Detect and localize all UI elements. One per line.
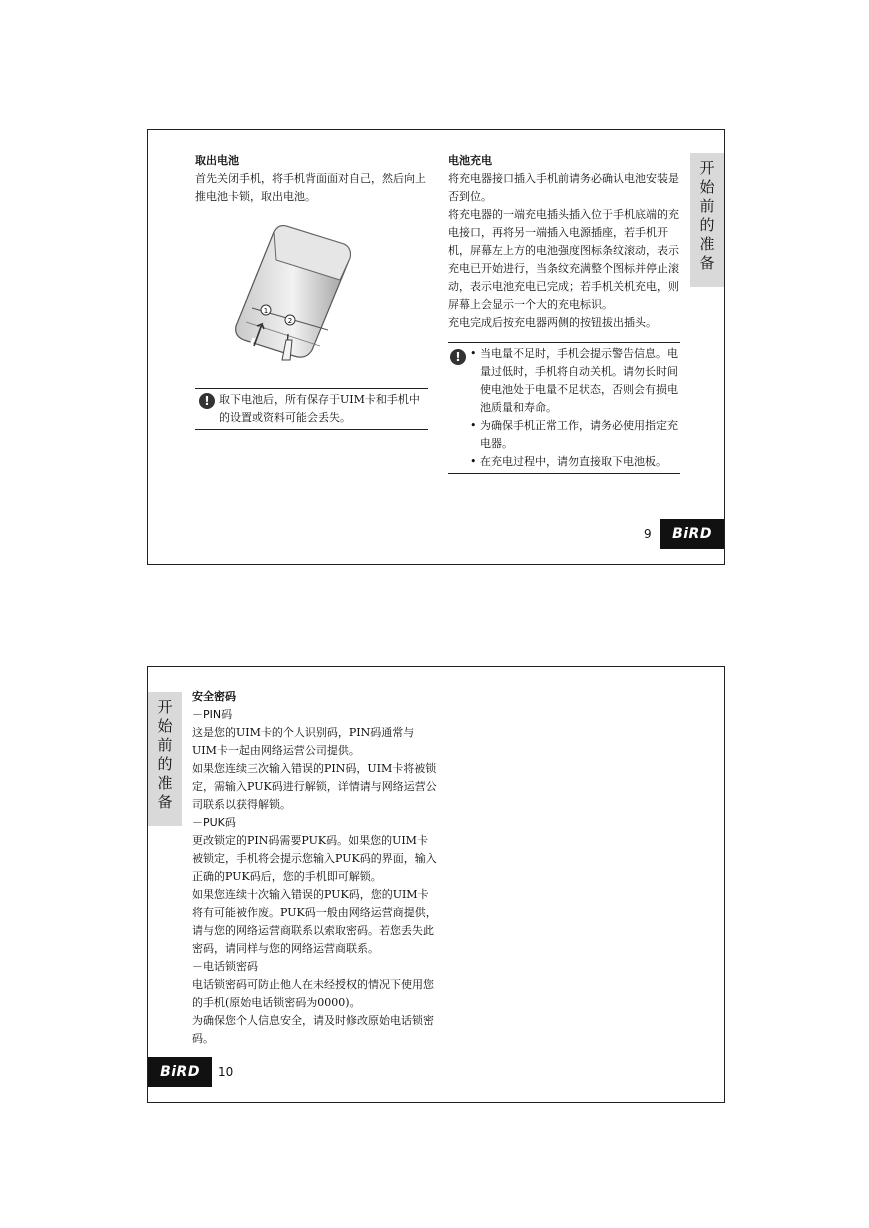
phone-lock-heading: －电话锁密码	[192, 960, 258, 973]
charging-notice-item: • 当电量不足时，手机会提示警告信息。电量过低时，手机将自动关机。请勿长时间使电池处于电量不足状态，否则会有损电池质量和寿命。	[470, 345, 680, 417]
side-tab-char: 的	[699, 216, 715, 234]
security-codes-title: 安全密码	[192, 690, 236, 703]
side-tab-char: 前	[157, 736, 173, 754]
security-codes-section	[192, 688, 438, 1048]
chapter-side-tab	[690, 153, 724, 287]
side-tab-char: 备	[157, 793, 173, 811]
pin-paragraph-2: 如果您连续三次输入错误的PIN码，UIM卡将被锁定，需输入PUK码进行解锁，详情请与网络运营公司联系以获得解锁。	[192, 762, 437, 811]
side-tab-char: 准	[157, 774, 173, 792]
battery-charging-heading: 电池充电	[448, 154, 492, 167]
battery-removal-notice-text: 取下电池后，所有保存于UIM卡和手机中的设置或资料可能会丢失。	[219, 393, 420, 424]
charging-paragraph-2: 将充电器的一端充电插头插入位于手机底端的充电接口，再将另一端插入电源插座，若手机开机，屏幕左上方的电池强度图标条纹滚动，表示充电已开始进行，当条纹充满整个图标并停止滚动，表示电池充电已完成；若手机关机充电，则屏幕上会显示一个大的充电标识。	[448, 208, 679, 311]
remove-battery-heading: 取出电池	[195, 154, 239, 167]
phone-battery-removal-illustration	[224, 222, 354, 362]
brand-logo: BiRD	[148, 1057, 212, 1087]
side-tab-char: 前	[699, 197, 715, 215]
side-tab-char: 准	[699, 235, 715, 253]
brand-logo: BiRD	[660, 519, 724, 549]
charging-notice	[448, 342, 680, 474]
manual-page-10	[147, 666, 725, 1103]
remove-battery-section	[195, 152, 433, 206]
side-tab-char: 开	[157, 698, 173, 716]
charging-notice-list	[470, 345, 680, 471]
manual-page-9	[147, 129, 725, 565]
side-tab-char: 备	[699, 254, 715, 272]
phone-lock-paragraph-1: 电话锁密码可防止他人在未经授权的情况下使用您的手机(原始电话锁密码为0000)。	[192, 978, 434, 1009]
warning-icon: !	[199, 393, 215, 409]
remove-battery-text: 首先关闭手机，将手机背面面对自己，然后向上推电池卡锁，取出电池。	[195, 172, 426, 203]
charging-paragraph-1: 将充电器接口插入手机前请务必确认电池安装是否到位。	[448, 172, 679, 203]
page-number: 10	[218, 1065, 234, 1079]
side-tab-char: 始	[699, 178, 715, 196]
puk-paragraph-2: 如果您连续十次输入错误的PUK码，您的UIM卡将有可能被作废。PUK码一般由网络运营商提供，请与您的网络运营商联系以索取密码。若您丢失此密码，请同样与您的网络运营商联系。	[192, 888, 437, 955]
side-tab-char: 始	[157, 717, 173, 735]
puk-paragraph-1: 更改锁定的PIN码需要PUK码。如果您的UIM卡被锁定，手机将会提示您输入PUK码的界面，输入正确的PUK码后，您的手机即可解锁。	[192, 834, 437, 883]
phone-lock-paragraph-2: 为确保您个人信息安全，请及时修改原始电话锁密码。	[192, 1014, 434, 1045]
battery-charging-section	[448, 152, 686, 332]
callout-1-label: 1	[263, 307, 269, 315]
pin-paragraph-1: 这是您的UIM卡的个人识别码，PIN码通常与UIM卡一起由网络运营公司提供。	[192, 726, 415, 757]
side-tab-char: 的	[157, 755, 173, 773]
pin-heading: －PIN码	[192, 708, 233, 721]
battery-removal-notice	[195, 388, 428, 430]
chapter-side-tab	[148, 692, 182, 826]
warning-icon: !	[450, 349, 466, 365]
puk-heading: －PUK码	[192, 816, 236, 829]
callout-2-label: 2	[287, 317, 293, 325]
charging-notice-item: • 在充电过程中，请勿直接取下电池板。	[470, 453, 680, 471]
charging-paragraph-3: 充电完成后按充电器两侧的按钮拔出插头。	[448, 316, 657, 329]
charging-notice-item: • 为确保手机正常工作，请务必使用指定充电器。	[470, 417, 680, 453]
page-number: 9	[644, 527, 652, 541]
side-tab-char: 开	[699, 159, 715, 177]
